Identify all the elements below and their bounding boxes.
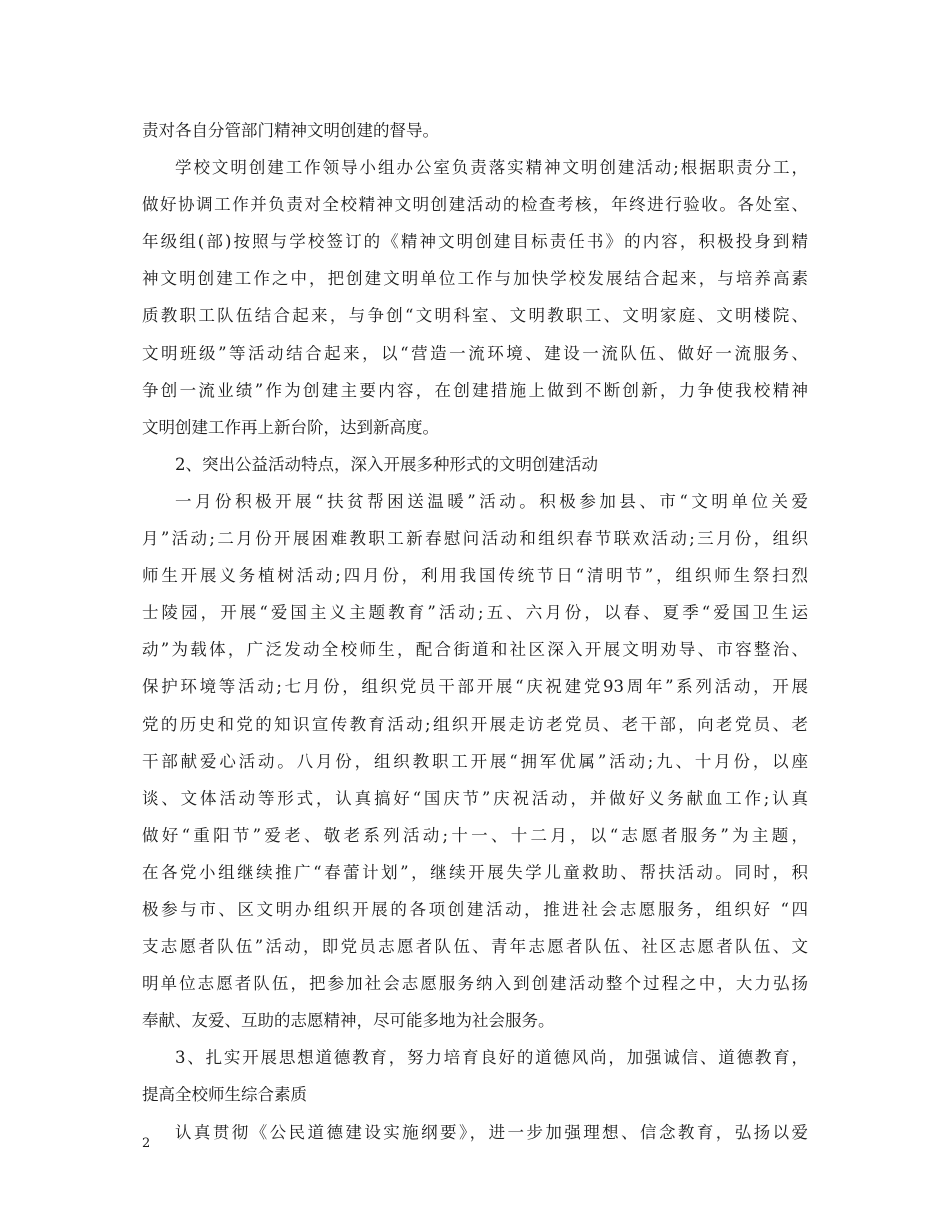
text-line: 奉献、友爱、互助的志愿精神，尽可能多地为社会服务。 bbox=[142, 1011, 555, 1031]
text-line: 认真贯彻《公民道德建设实施纲要》，进一步加强理想、信念教育，弘扬以爱 bbox=[175, 1122, 808, 1142]
text-line: 做好协调工作并负责对全校精神文明创建活动的检查考核，年终进行验收。各处室、 bbox=[142, 195, 808, 215]
text-line: 提高全校师生综合素质 bbox=[142, 1085, 307, 1105]
text-line: 责对各自分管部门精神文明创建的督导。 bbox=[142, 121, 439, 140]
text-line: 动”为载体，广泛发动全校师生，配合街道和社区深入开展文明劝导、市容整治、 bbox=[142, 640, 808, 660]
text-line: 2、突出公益活动特点，深入开展多种形式的文明创建活动 bbox=[175, 454, 598, 474]
text-line: 党的历史和党的知识宣传教育活动;组织开展走访老党员、老干部，向老党员、老 bbox=[142, 714, 808, 734]
document-body bbox=[142, 112, 808, 1151]
text-line: 质教职工队伍结合起来，与争创“文明科室、文明教职工、文明家庭、文明楼院、 bbox=[142, 306, 808, 326]
text-line: 3、扎实开展思想道德教育，努力培育良好的道德风尚，加强诚信、道德教育， bbox=[175, 1048, 808, 1068]
text-line: 士陵园，开展“爱国主义主题教育”活动;五、六月份，以春、夏季“爱国卫生运 bbox=[142, 603, 808, 623]
text-line: 年级组(部)按照与学校签订的《精神文明创建目标责任书》的内容，积极投身到精 bbox=[142, 232, 808, 252]
text-line: 学校文明创建工作领导小组办公室负责落实精神文明创建活动;根据职责分工， bbox=[175, 158, 808, 178]
text-line: 极参与市、区文明办组织开展的各项创建活动，推进社会志愿服务，组织好 “四 bbox=[142, 899, 808, 919]
text-line: 保护环境等活动;七月份，组织党员干部开展“庆祝建党93周年”系列活动，开展 bbox=[142, 677, 808, 697]
text-line: 在各党小组继续推广“春蕾计划”，继续开展失学儿童救助、帮扶活动。同时，积 bbox=[142, 862, 808, 882]
text-line: 明单位志愿者队伍，把参加社会志愿服务纳入到创建活动整个过程之中，大力弘扬 bbox=[142, 974, 808, 994]
text-line: 文明创建工作再上新台阶，达到新高度。 bbox=[142, 417, 439, 437]
text-line: 争创一流业绩”作为创建主要内容，在创建措施上做到不断创新，力争使我校精神 bbox=[142, 380, 808, 400]
page-number: 2 bbox=[142, 1136, 151, 1151]
text-line: 支志愿者队伍”活动，即党员志愿者队伍、青年志愿者队伍、社区志愿者队伍、文 bbox=[142, 937, 808, 957]
text-line: 文明班级”等活动结合起来，以“营造一流环境、建设一流队伍、做好一流服务、 bbox=[142, 343, 808, 363]
text-line: 月”活动;二月份开展困难教职工新春慰问活动和组织春节联欢活动;三月份，组织 bbox=[142, 529, 808, 549]
text-line: 谈、文体活动等形式，认真搞好“国庆节”庆祝活动，并做好义务献血工作;认真 bbox=[142, 788, 808, 808]
text-line: 做好“重阳节”爱老、敬老系列活动;十一、十二月，以“志愿者服务”为主题， bbox=[142, 825, 808, 845]
text-line: 一月份积极开展“扶贫帮困送温暖”活动。积极参加县、市“文明单位关爱 bbox=[175, 491, 808, 511]
text-line: 神文明创建工作之中，把创建文明单位工作与加快学校发展结合起来，与培养高素 bbox=[142, 269, 808, 289]
text-line: 干部献爱心活动。八月份，组织教职工开展“拥军优属”活动;九、十月份，以座 bbox=[142, 751, 808, 771]
text-line: 师生开展义务植树活动;四月份，利用我国传统节日“清明节”，组织师生祭扫烈 bbox=[142, 566, 808, 586]
